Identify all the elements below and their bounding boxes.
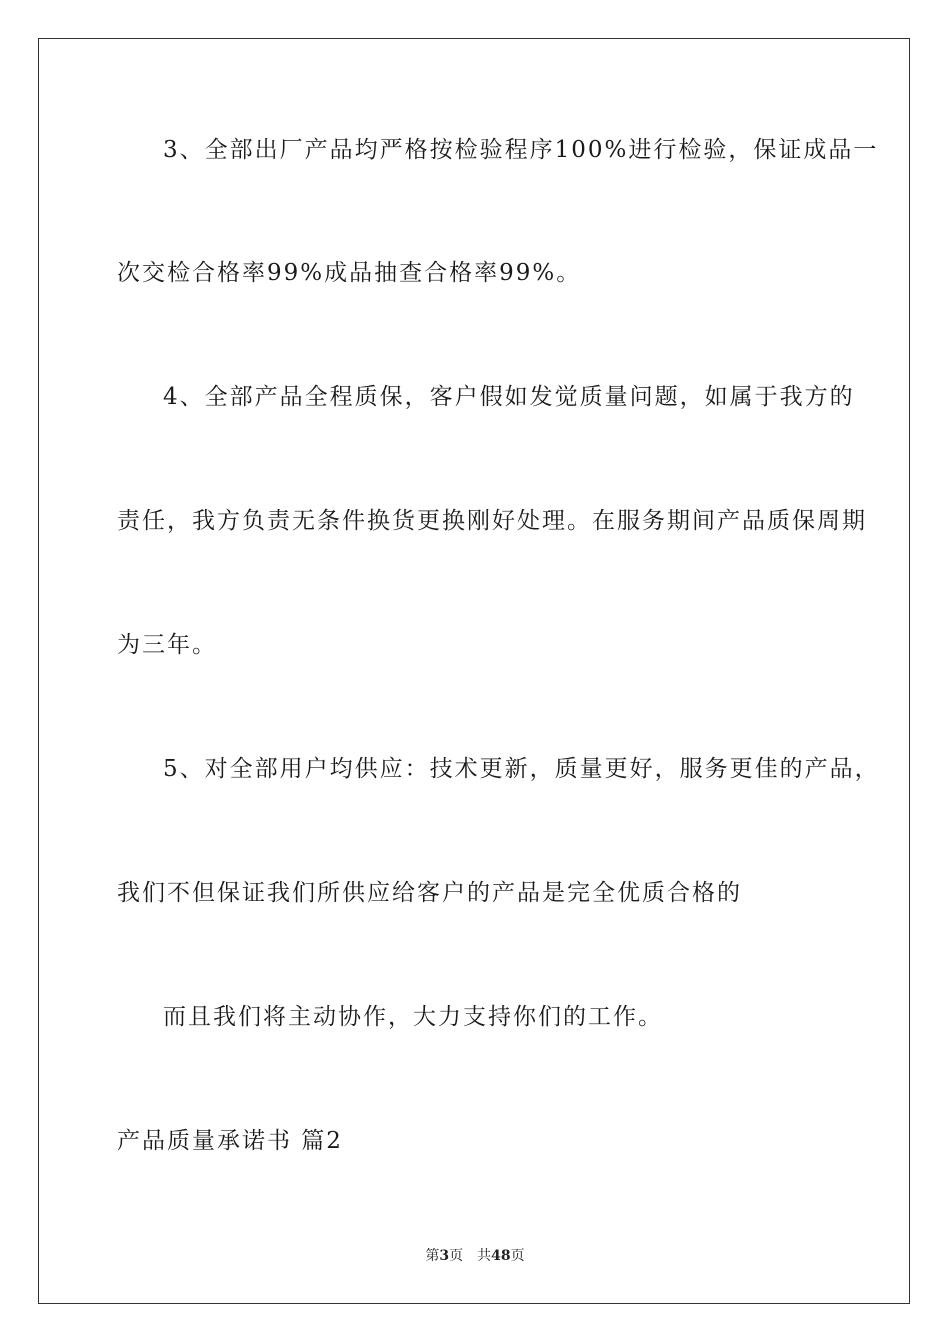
page-border [38,38,910,1304]
paragraph-4-line-3: 为三年。 [117,632,217,658]
footer-page-prefix: 第 [425,1248,440,1264]
section-heading: 产品质量承诺书 篇2 [117,1128,343,1154]
footer-total-prefix: 共 [477,1248,492,1264]
paragraph-5-line-1: 5、对全部用户均供应：技术更新，质量更好，服务更佳的产品， [163,756,880,782]
footer-total-pages: 48 [491,1248,511,1264]
footer-page-number: 3 [439,1248,450,1264]
paragraph-5-line-2: 我们不但保证我们所供应给客户的产品是完全优质合格的 [117,880,742,906]
paragraph-4-line-1: 4、全部产品全程质保，客户假如发觉质量问题，如属于我方的 [163,384,855,410]
page-footer [0,1246,950,1266]
paragraph-4-line-2: 责任，我方负责无条件换货更换刚好处理。在服务期间产品质保周期 [117,508,867,534]
footer-page-suffix: 页 [449,1248,464,1264]
footer-total-suffix: 页 [510,1248,525,1264]
paragraph-5-line-3: 而且我们将主动协作，大力支持你们的工作。 [163,1004,663,1030]
paragraph-3-line-1: 3、全部出厂产品均严格按检验程序100%进行检验，保证成品一 [163,137,879,163]
paragraph-3-line-2: 次交检合格率99%成品抽查合格率99%。 [117,260,582,286]
